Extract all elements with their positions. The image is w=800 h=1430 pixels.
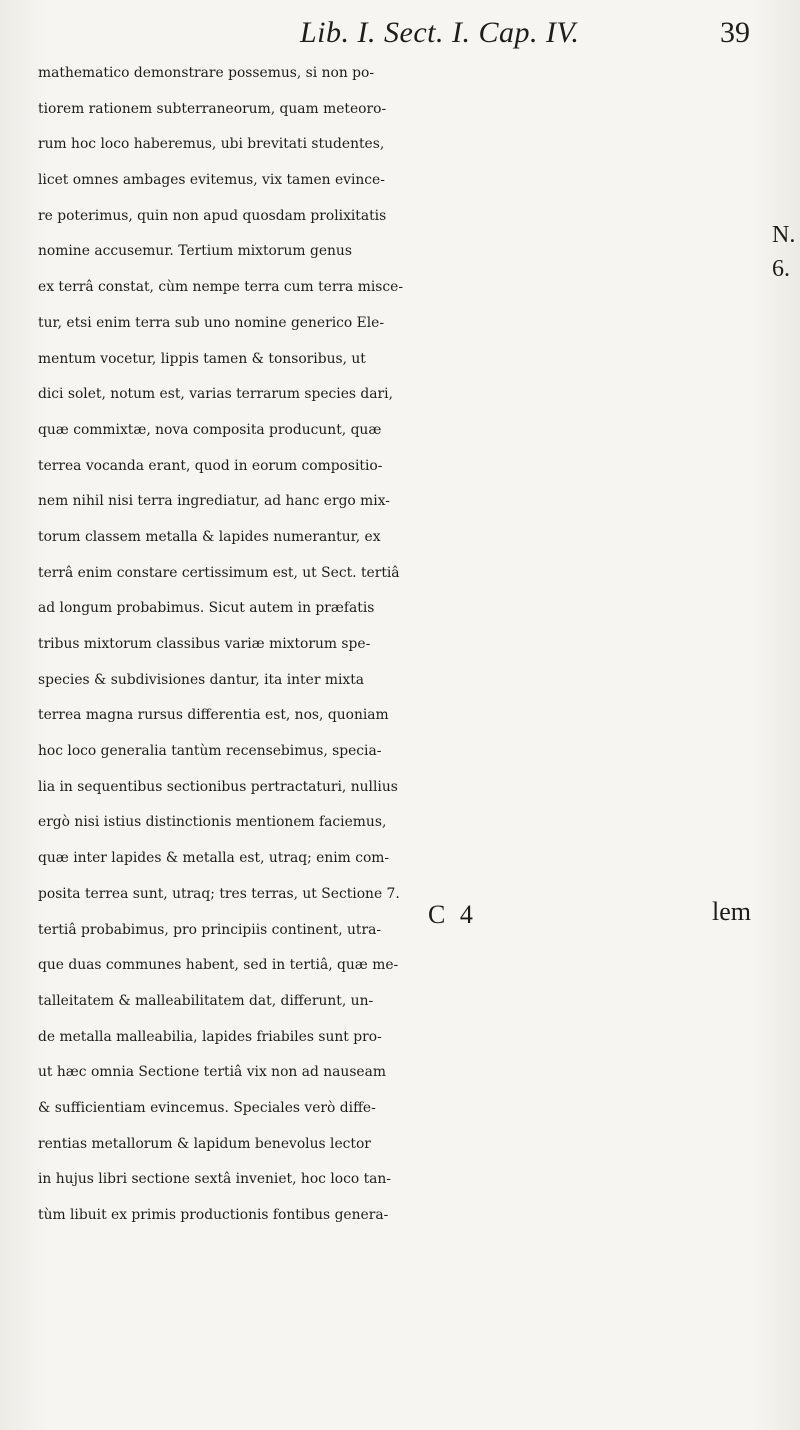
- text-line: posita terrea sunt, utraq; tres terras, ut Sectione 7.: [38, 885, 400, 902]
- text-line: & sufficientiam evincemus. Speciales verò diffe-: [38, 1099, 376, 1116]
- text-line: re poterimus, quin non apud quosdam prolixitatis: [38, 207, 387, 224]
- margin-note: N.: [772, 222, 796, 248]
- text-line: ex terrâ constat, cùm nempe terra cum terra misce-: [38, 279, 403, 296]
- text-line: lia in sequentibus sectionibus pertractaturi, nullius: [38, 778, 398, 795]
- body-text: [38, 56, 778, 1234]
- text-line: in hujus libri sectione sextâ inveniet, hoc loco tan-: [38, 1171, 391, 1188]
- text-line: terrea magna rursus differentia est, nos, quoniam: [38, 707, 389, 724]
- text-line: mathematico demonstrare possemus, si non po-: [38, 65, 375, 81]
- text-line: tribus mixtorum classibus variæ mixtorum spe-: [38, 636, 371, 652]
- text-line: rum hoc loco haberemus, ubi brevitati studentes,: [38, 136, 385, 153]
- margin-note: 6.: [772, 256, 790, 282]
- text-line: hoc loco generalia tantùm recensebimus, specia-: [38, 743, 382, 760]
- text-line: nomine accusemur. Tertium mixtorum genus: [38, 243, 352, 260]
- text-line: nem nihil nisi terra ingrediatur, ad hanc ergo mix-: [38, 493, 390, 510]
- text-line: tiorem rationem subterraneorum, quam meteoro-: [38, 100, 387, 117]
- page-number: 39: [720, 16, 750, 49]
- text-line: quæ inter lapides & metalla est, utraq; enim com-: [38, 850, 390, 867]
- text-line: talleitatem & malleabilitatem dat, differunt, un-: [38, 992, 374, 1009]
- text-line: mentum vocetur, lippis tamen & tonsoribus, ut: [38, 350, 366, 367]
- text-line: tùm libuit ex primis productionis fontibus genera-: [38, 1207, 389, 1223]
- text-line: ad longum probabimus. Sicut autem in præfatis: [38, 600, 375, 617]
- text-line: licet omnes ambages evitemus, vix tamen evince-: [38, 172, 385, 189]
- text-line: torum classem metalla & lapides numerantur, ex: [38, 528, 381, 545]
- text-line: ut hæc omnia Sectione tertiâ vix non ad nauseam: [38, 1064, 387, 1081]
- catchword: lem: [712, 897, 751, 926]
- text-line: ergò nisi istius distinctionis mentionem faciemus,: [38, 814, 387, 831]
- text-line: rentias metallorum & lapidum benevolus lector: [38, 1135, 371, 1152]
- text-line: terrâ enim constare certissimum est, ut Sect. tertiâ: [38, 564, 400, 581]
- text-line: de metalla malleabilia, lapides friabiles sunt pro-: [38, 1028, 382, 1045]
- text-line: tertiâ probabimus, pro principiis continent, utra-: [38, 921, 382, 938]
- text-line: species & subdivisiones dantur, ita inter mixta: [38, 671, 365, 688]
- page-header: [0, 14, 800, 54]
- signature-mark: C 4: [428, 900, 477, 929]
- text-line: quæ commixtæ, nova composita producunt, quæ: [38, 421, 382, 438]
- text-line: que duas communes habent, sed in tertiâ, quæ me-: [38, 957, 399, 974]
- text-line: tur, etsi enim terra sub uno nomine generico Ele-: [38, 314, 385, 331]
- text-line: terrea vocanda erant, quod in eorum compositio-: [38, 457, 383, 474]
- running-head: Lib. I. Sect. I. Cap. IV.: [300, 16, 580, 49]
- text-line: dici solet, notum est, varias terrarum species dari,: [38, 386, 393, 403]
